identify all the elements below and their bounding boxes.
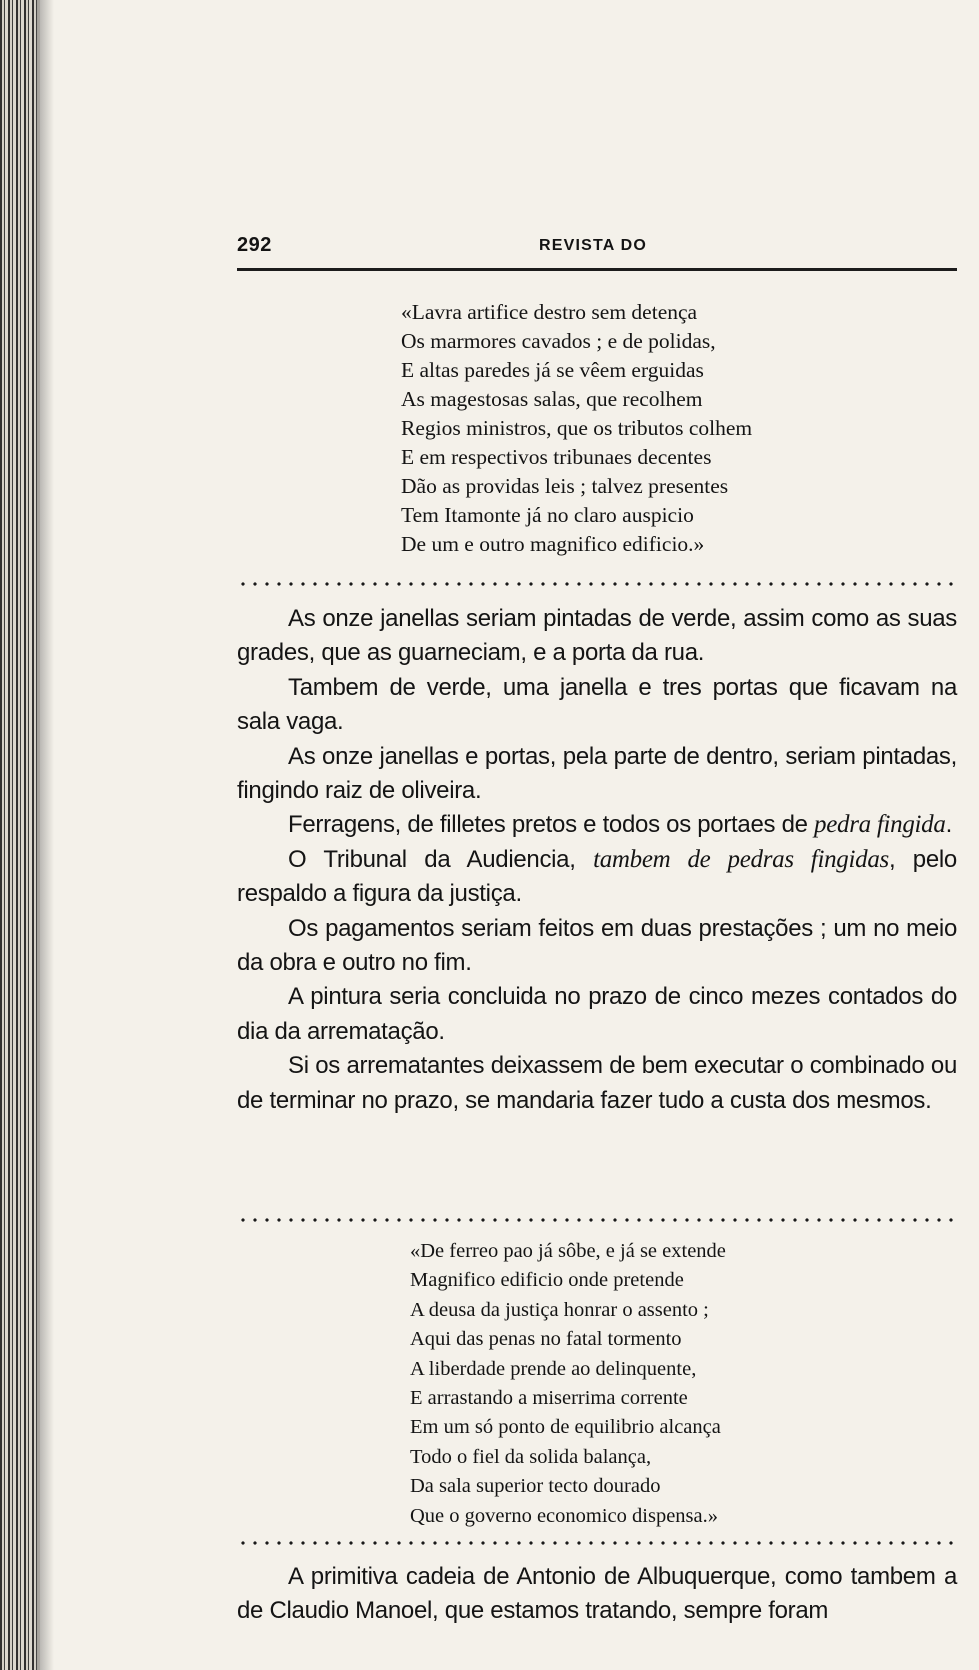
paragraph: Os pagamentos seriam feitos em duas prestações ; um no meio da obra e outro no fim. (237, 914, 957, 977)
verse-line: Todo o fiel da solida balança, (410, 1445, 652, 1468)
verse-quote-2 (410, 1237, 726, 1531)
body-text-section (237, 602, 957, 1118)
verse-line: «Lavra artifice destro sem detença (401, 300, 698, 324)
verse-line: Tem Itamonte já no claro auspicio (401, 503, 694, 527)
italic-phrase: tambem de pedras fingidas (593, 845, 889, 873)
dotted-separator (237, 1216, 957, 1224)
paragraph: As onze janellas seriam pintadas de verde, assim como as suas grades, que as guarneciam, e a porta da rua. (237, 605, 957, 667)
verse-line: Aqui das penas no fatal tormento (410, 1328, 682, 1351)
verse-line: Em um só ponto de equilibrio alcança (410, 1416, 721, 1439)
paragraph: Tambem de verde, uma janella e tres portas que ficavam na sala vaga. (237, 673, 957, 736)
paragraph (237, 843, 957, 912)
paragraph: As onze janellas e portas, pela parte de dentro, seriam pintadas, fingindo raiz de oliveira. (237, 742, 957, 805)
page-number: 292 (237, 234, 272, 256)
verse-line: Da sala superior tecto dourado (410, 1475, 661, 1498)
verse-line: Magnifico edificio onde pretende (410, 1269, 684, 1292)
page-header (237, 234, 957, 264)
verse-line: Os marmores cavados ; e de polidas, (401, 329, 716, 353)
paragraph: A primitiva cadeia de Antonio de Albuquerque, como tambem a de Claudio Manoel, que estamos tratando, sempre foram (237, 1563, 957, 1625)
verse-line: «De ferreo pao já sôbe, e já se extende (410, 1240, 726, 1262)
book-binding-edge (0, 0, 40, 1670)
paragraph-text: . (945, 811, 952, 839)
verse-line: E altas paredes já se vêem erguidas (401, 358, 704, 382)
verse-line: A liberdade prende ao delinquente, (410, 1357, 697, 1380)
verse-line: A deusa da justiça honrar o assento ; (410, 1298, 709, 1321)
paragraph-text: , pelo respaldo a figura da justiça. (237, 845, 957, 908)
header-rule (237, 268, 957, 271)
paragraph: Si os arrematantes deixassem de bem executar o combinado ou de terminar no prazo, se mandaria fazer tudo a custa dos mesmos. (237, 1052, 957, 1114)
paragraph (237, 808, 957, 842)
verse-quote-1 (401, 298, 752, 559)
body-text-section (237, 1560, 957, 1629)
italic-phrase: pedra fingida (814, 811, 946, 839)
binding-shadow (36, 0, 54, 1670)
verse-line: De um e outro magnifico edificio.» (401, 532, 705, 556)
verse-line: E arrastando a miserrima corrente (410, 1387, 688, 1410)
verse-line: Regios ministros, que os tributos colhem (401, 416, 753, 440)
paragraph-text: Ferragens, de filletes pretos e todos os portaes de (288, 811, 815, 839)
verse-line: Dão as providas leis ; talvez presentes (401, 474, 729, 498)
verse-line: E em respectivos tribunaes decentes (401, 445, 712, 469)
paragraph: A pintura seria concluida no prazo de cinco mezes contados do dia da arrematação. (237, 983, 957, 1045)
verse-line: Que o governo economico dispensa.» (410, 1504, 718, 1527)
paragraph-text: O Tribunal da Audiencia, (288, 845, 594, 873)
running-title: REVISTA DO (539, 237, 648, 254)
dotted-separator (237, 580, 957, 588)
verse-line: As magestosas salas, que recolhem (401, 387, 703, 411)
dotted-separator (237, 1539, 957, 1547)
